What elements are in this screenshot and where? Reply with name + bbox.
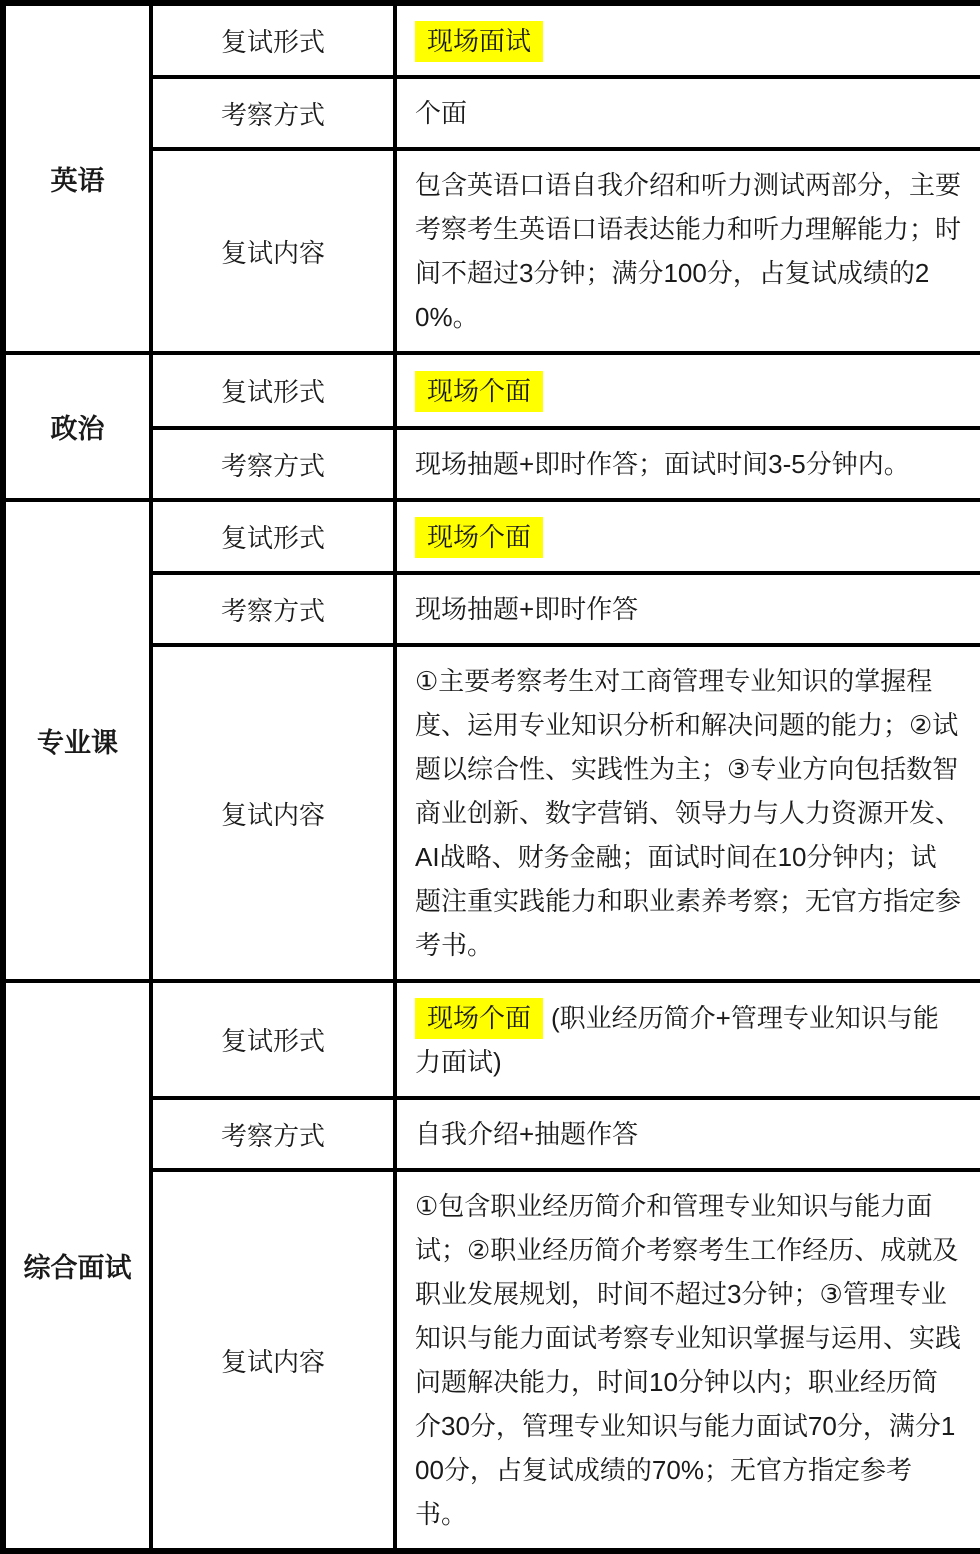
row-label-review-content: 复试内容 bbox=[151, 645, 395, 981]
value-cell-review-format bbox=[395, 353, 980, 428]
value-cell-review-format bbox=[395, 3, 980, 77]
highlight-suffix-text: (职业经历简介+管理专业知识与能力面试) bbox=[415, 1002, 939, 1077]
row-label-review-content: 复试内容 bbox=[151, 1170, 395, 1551]
row-label-review-format: 复试形式 bbox=[151, 500, 395, 573]
row-label-review-content: 复试内容 bbox=[151, 149, 395, 353]
row-label-assessment-method: 考察方式 bbox=[151, 1098, 395, 1170]
highlight-mark: 现场个面 bbox=[415, 998, 543, 1039]
highlight-mark: 现场面试 bbox=[415, 21, 543, 62]
highlight-mark: 现场个面 bbox=[415, 517, 543, 558]
value-cell-review-content: ①包含职业经历简介和管理专业知识与能力面试；②职业经历简介考察考生工作经历、成就及职业发展规划，时间不超过3分钟；③管理专业知识与能力面试考察专业知识掌握与运用、实践问题解决能力，时间10分钟以内；职业经历简介30分，管理专业知识与能力面试70分，满分100分，占复试成绩的70%；无官方指定参考书。 bbox=[395, 1170, 980, 1551]
subject-cell-major-course: 专业课 bbox=[3, 500, 151, 981]
row-label-review-format: 复试形式 bbox=[151, 3, 395, 77]
highlight-suffix-text bbox=[543, 26, 551, 56]
row-label-review-format: 复试形式 bbox=[151, 981, 395, 1098]
row-label-assessment-method: 考察方式 bbox=[151, 573, 395, 645]
highlight-suffix-text bbox=[543, 376, 551, 406]
value-cell-assessment-method: 个面 bbox=[395, 77, 980, 149]
value-cell-review-format bbox=[395, 500, 980, 573]
value-cell-review-format bbox=[395, 981, 980, 1098]
subject-cell-politics: 政治 bbox=[3, 353, 151, 500]
subject-cell-english: 英语 bbox=[3, 3, 151, 353]
row-label-assessment-method: 考察方式 bbox=[151, 428, 395, 500]
value-cell-assessment-method: 现场抽题+即时作答；面试时间3-5分钟内。 bbox=[395, 428, 980, 500]
value-cell-review-content: 包含英语口语自我介绍和听力测试两部分，主要考察考生英语口语表达能力和听力理解能力；时间不超过3分钟；满分100分，占复试成绩的20%。 bbox=[395, 149, 980, 353]
value-cell-assessment-method: 自我介绍+抽题作答 bbox=[395, 1098, 980, 1170]
row-label-assessment-method: 考察方式 bbox=[151, 77, 395, 149]
value-cell-review-content: ①主要考察考生对工商管理专业知识的掌握程度、运用专业知识分析和解决问题的能力；②试题以综合性、实践性为主；③专业方向包括数智商业创新、数字营销、领导力与人力资源开发、AI战略、财务金融；面试时间在10分钟内；试题注重实践能力和职业素养考察；无官方指定参考书。 bbox=[395, 645, 980, 981]
row-label-review-format: 复试形式 bbox=[151, 353, 395, 428]
highlight-suffix-text bbox=[543, 522, 551, 552]
value-cell-assessment-method: 现场抽题+即时作答 bbox=[395, 573, 980, 645]
highlight-mark: 现场个面 bbox=[415, 371, 543, 412]
subject-cell-comprehensive-interview: 综合面试 bbox=[3, 981, 151, 1551]
